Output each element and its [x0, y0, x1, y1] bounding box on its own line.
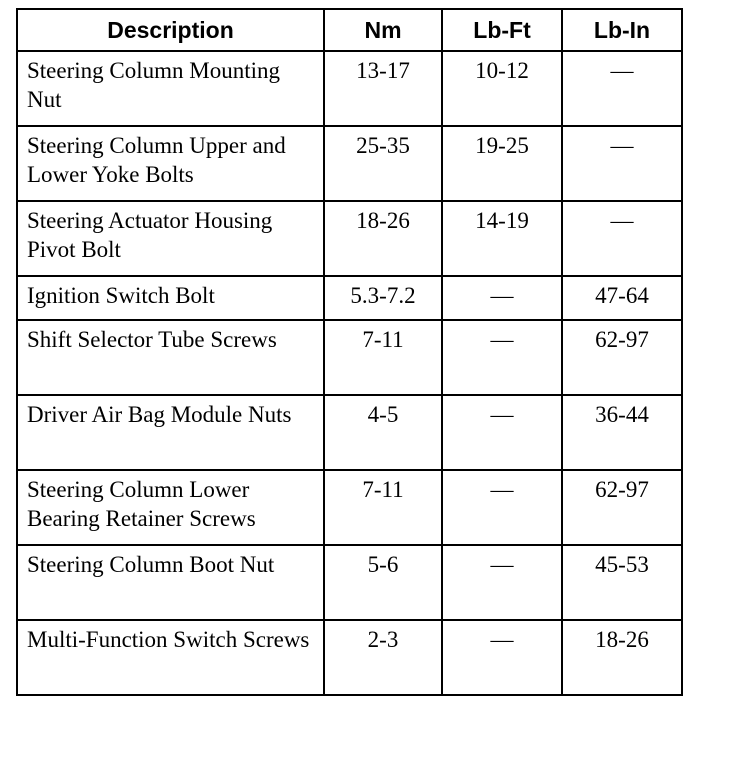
cell-description: Steering Column Upper and Lower Yoke Bolts — [17, 126, 324, 201]
cell-description: Steering Column Mounting Nut — [17, 51, 324, 126]
cell-description: Ignition Switch Bolt — [17, 276, 324, 320]
cell-lb-in: 62-97 — [562, 470, 682, 545]
table-row — [17, 126, 682, 201]
header-nm: Nm — [324, 9, 442, 51]
cell-nm: 13-17 — [324, 51, 442, 126]
table-row — [17, 545, 682, 620]
cell-lb-ft: — — [442, 276, 562, 320]
table-row — [17, 620, 682, 695]
cell-lb-ft: — — [442, 620, 562, 695]
torque-spec-table — [16, 8, 683, 696]
cell-nm: 25-35 — [324, 126, 442, 201]
header-lb-in: Lb-In — [562, 9, 682, 51]
cell-lb-ft: 14-19 — [442, 201, 562, 276]
cell-lb-ft: — — [442, 545, 562, 620]
cell-nm: 5.3-7.2 — [324, 276, 442, 320]
cell-lb-ft: — — [442, 395, 562, 470]
cell-lb-in: — — [562, 201, 682, 276]
cell-lb-in: 45-53 — [562, 545, 682, 620]
cell-description: Multi-Function Switch Screws — [17, 620, 324, 695]
table-row — [17, 201, 682, 276]
header-lb-ft: Lb-Ft — [442, 9, 562, 51]
cell-nm: 18-26 — [324, 201, 442, 276]
cell-lb-in: 47-64 — [562, 276, 682, 320]
header-row — [17, 9, 682, 51]
table-row — [17, 470, 682, 545]
cell-lb-in: — — [562, 126, 682, 201]
table-row — [17, 276, 682, 320]
cell-description: Steering Column Lower Bearing Retainer Screws — [17, 470, 324, 545]
cell-lb-ft: 19-25 — [442, 126, 562, 201]
table-row — [17, 51, 682, 126]
cell-description: Steering Column Boot Nut — [17, 545, 324, 620]
cell-nm: 7-11 — [324, 320, 442, 395]
header-description: Description — [17, 9, 324, 51]
cell-description: Shift Selector Tube Screws — [17, 320, 324, 395]
cell-lb-in: 18-26 — [562, 620, 682, 695]
cell-lb-ft: 10-12 — [442, 51, 562, 126]
cell-lb-in: 36-44 — [562, 395, 682, 470]
table-row — [17, 320, 682, 395]
cell-nm: 2-3 — [324, 620, 442, 695]
cell-lb-ft: — — [442, 320, 562, 395]
cell-description: Driver Air Bag Module Nuts — [17, 395, 324, 470]
cell-nm: 4-5 — [324, 395, 442, 470]
cell-lb-in: 62-97 — [562, 320, 682, 395]
cell-lb-in: — — [562, 51, 682, 126]
cell-nm: 5-6 — [324, 545, 442, 620]
cell-description: Steering Actuator Housing Pivot Bolt — [17, 201, 324, 276]
table-row — [17, 395, 682, 470]
cell-lb-ft: — — [442, 470, 562, 545]
cell-nm: 7-11 — [324, 470, 442, 545]
